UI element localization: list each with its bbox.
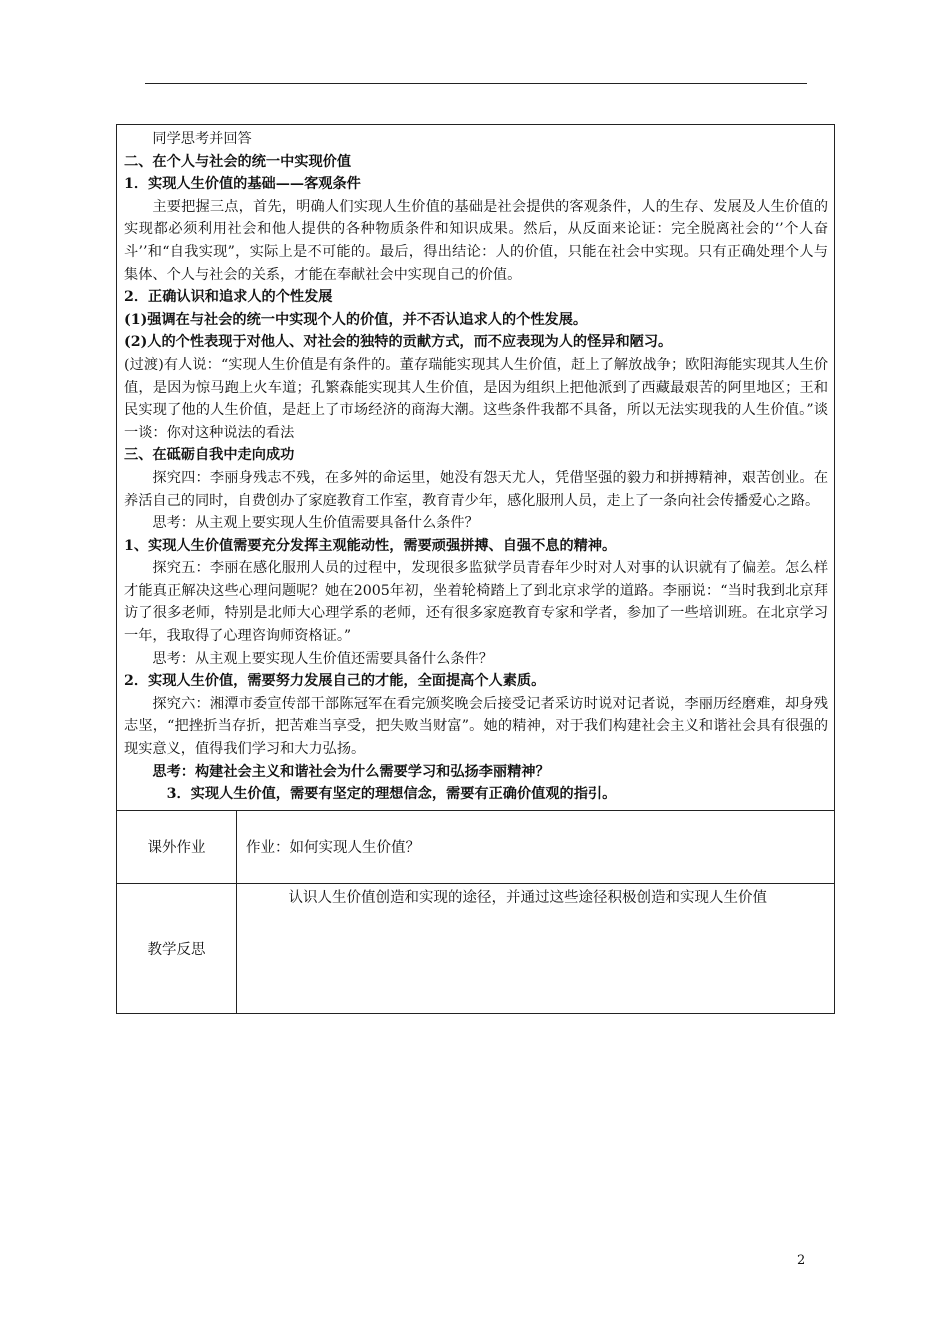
- question-3: 思考：构建社会主义和谐社会为什么需要学习和弘扬李丽精神？: [152, 763, 550, 780]
- reflection-content: 认识人生价值创造和实现的途径，并通过这些途径积极创造和实现人生价值: [237, 883, 835, 1013]
- question-2: 思考：从主观上要实现人生价值还需要具备什么条件？: [152, 650, 493, 667]
- question-1: 思考：从主观上要实现人生价值需要具备什么条件？: [152, 515, 479, 532]
- intro-line: 同学思考并回答: [152, 131, 252, 147]
- reflection-label: 教学反思: [117, 883, 237, 1013]
- homework-content: 作业：如何实现人生价值？: [237, 810, 835, 883]
- point-2: (2)人的个性表现于对他人、对社会的独特的贡献方式，而不应表现为人的怪异和陋习。: [124, 334, 673, 351]
- paragraph-explore-5: 探究五：李丽在感化服刑人员的过程中，发现很多监狱学员青春年少时对人对事的认识就有了偏差。怎么样才能真正解决这些心理问题呢？她在2005年初，坐着轮椅踏上了到北京求学的道路。李丽说：“当时我到北京拜访了很多老师，特别是北师大心理学系的老师，还有很多家庭教育专家和学者，参加了一些培训班。在北京学习一年，我取得了心理咨询师资格证。”: [124, 560, 829, 645]
- homework-label: 课外作业: [117, 810, 237, 883]
- page-number: 2: [797, 1253, 806, 1268]
- header-rule: [145, 83, 807, 84]
- lesson-table: [116, 124, 835, 1014]
- subheading-individuality: 2．正确认识和追求人的个性发展: [124, 289, 333, 306]
- paragraph-explore-4: 探究四：李丽身残志不残，在多舛的命运里，她没有怨天尤人，凭借坚强的毅力和拼搏精神，艰苦创业。在养活自己的同时，自费创办了家庭教育工作室，教育青少年，感化服刑人员，走上了一条向社会传播爱心之路。: [124, 469, 829, 509]
- point-1: (1)强调在与社会的统一中实现个人的价值，并不否认追求人的个性发展。: [124, 311, 588, 328]
- subheading-objective-conditions: 1．实现人生价值的基础——客观条件: [124, 176, 361, 193]
- section-heading-3: 三、在砥砺自我中走向成功: [124, 447, 295, 464]
- paragraph-three-points: 主要把握三点，首先，明确人们实现人生价值的基础是社会提供的客观条件，人的生存、发展及人生价值的实现都必须利用社会和他人提供的各种物质条件和知识成果。然后，从反面来论证：完全脱离社会的‘’个人奋斗’’和“自我实现”，实际上是不可能的。最后，得出结论：人的价值，只能在社会中实现。只有正确处理个人与集体、个人与社会的关系，才能在奉献社会中实现自己的价值。: [124, 198, 829, 283]
- main-content-cell: [117, 125, 835, 811]
- paragraph-explore-6: 探究六：湘潭市委宣传部干部陈冠军在看完颁奖晚会后接受记者采访时说对记者说，李丽历经磨难，却身残志坚，“把挫折当存折，把苦难当享受，把失败当财富”。她的精神，对于我们构建社会主义和谐社会具有很强的现实意义，值得我们学习和大力弘扬。: [124, 695, 829, 758]
- reflection-row: [117, 883, 835, 1013]
- conclusion-1: 1、实现人生价值需要充分发挥主观能动性，需要顽强拼搏、自强不息的精神。: [124, 537, 617, 554]
- homework-row: [117, 810, 835, 883]
- main-content-row: [117, 125, 835, 811]
- paragraph-transition: (过渡)有人说：“实现人生价值是有条件的。董存瑞能实现其人生价值，赶上了解放战争；欧阳海能实现其人生价值，是因为惊马跑上火车道；孔繁森能实现其人生价值，是因为组织上把他派到了西藏最艰苦的阿里地区；王和民实现了他的人生价值，是赶上了市场经济的商海大潮。这些条件我都不具备，所以无法实现我的人生价值。”谈一谈：你对这种说法的看法: [124, 356, 829, 441]
- conclusion-2: 2．实现人生价值，需要努力发展自己的才能，全面提高个人素质。: [124, 673, 546, 690]
- section-heading-2: 二、在个人与社会的统一中实现价值: [124, 153, 352, 170]
- conclusion-3: 3．实现人生价值，需要有坚定的理想信念，需要有正确价值观的指引。: [166, 786, 617, 803]
